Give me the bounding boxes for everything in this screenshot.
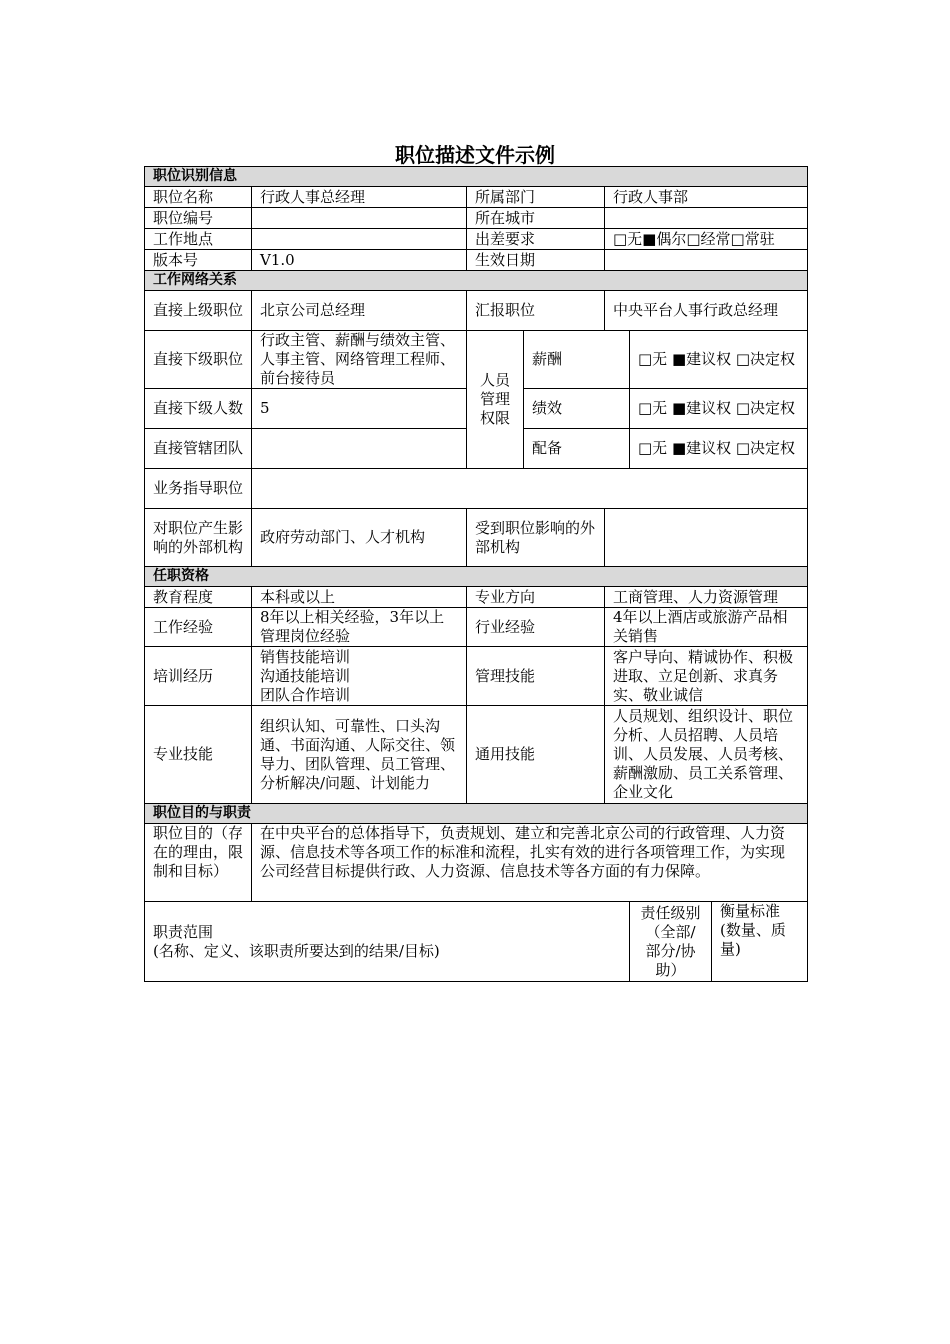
label-travel: 出差要求 [467, 229, 605, 250]
personnel-authority-text: 人员管理权限 [479, 371, 510, 427]
value-direct-superior: 北京公司总经理 [252, 291, 467, 331]
page-title: 职位描述文件示例 [395, 143, 555, 167]
label-major: 专业方向 [467, 587, 605, 608]
value-performance-authority: □无 ■建议权 □决定权 [630, 389, 808, 429]
value-effective-date [605, 250, 808, 271]
label-version: 版本号 [145, 250, 252, 271]
label-influencing-orgs: 对职位产生影响的外部机构 [145, 509, 252, 567]
value-travel: □无■偶尔□经常□常驻 [605, 229, 808, 250]
label-direct-subordinate: 直接下级职位 [145, 331, 252, 389]
label-report-position: 汇报职位 [467, 291, 605, 331]
value-position-code [252, 208, 467, 229]
value-direct-team [252, 429, 467, 469]
label-position-code: 职位编号 [145, 208, 252, 229]
label-industry-experience: 行业经验 [467, 608, 605, 647]
label-effective-date: 生效日期 [467, 250, 605, 271]
value-report-position: 中央平台人事行政总经理 [605, 291, 808, 331]
label-city: 所在城市 [467, 208, 605, 229]
section-header-qualification: 任职资格 [145, 567, 808, 587]
value-position-purpose: 在中央平台的总体指导下，负责规划、建立和完善北京公司的行政管理、人力资源、信息技术等各项工作的标准和流程，扎实有效的进行各项管理工作，为实现公司经营目标提供行政、人力资源、信息技术等各方面的有力保障。 [252, 824, 808, 902]
value-education: 本科或以上 [252, 587, 467, 608]
value-subordinate-count: 5 [252, 389, 467, 429]
label-direct-superior: 直接上级职位 [145, 291, 252, 331]
value-major: 工商管理、人力资源管理 [605, 587, 808, 608]
value-direct-subordinate: 行政主管、薪酬与绩效主管、人事主管、网络管理工程师、前台接待员 [252, 331, 467, 389]
measurement-standard-header: 衡量标准(数量、质量) [712, 902, 808, 982]
label-salary: 薪酬 [524, 331, 630, 389]
value-work-location [252, 229, 467, 250]
value-position-name: 行政人事总经理 [252, 187, 467, 208]
value-salary-authority: □无 ■建议权 □决定权 [630, 331, 808, 389]
value-staffing-authority: □无 ■建议权 □决定权 [630, 429, 808, 469]
training-item: 沟通技能培训 [260, 666, 351, 685]
section-header-id-info: 职位识别信息 [145, 167, 808, 187]
value-general-skills: 人员规划、组织设计、职位分析、人员招聘、人员培训、人员发展、人员考核、薪酬激励、员工关系管理、企业文化 [605, 706, 808, 804]
label-training: 培训经历 [145, 647, 252, 706]
value-affected-orgs [605, 509, 808, 567]
label-affected-orgs: 受到职位影响的外部机构 [467, 509, 605, 567]
label-education: 教育程度 [145, 587, 252, 608]
job-description-table [144, 166, 808, 982]
label-department: 所属部门 [467, 187, 605, 208]
training-item: 团队合作培训 [260, 685, 351, 704]
label-work-location: 工作地点 [145, 229, 252, 250]
value-version: V1.0 [252, 250, 467, 271]
value-influencing-orgs: 政府劳动部门、人才机构 [252, 509, 467, 567]
value-training [252, 647, 467, 706]
section-header-duties: 职位目的与职责 [145, 804, 808, 824]
value-work-experience: 8年以上相关经验，3年以上管理岗位经验 [252, 608, 467, 647]
label-performance: 绩效 [524, 389, 630, 429]
value-department: 行政人事部 [605, 187, 808, 208]
label-general-skills: 通用技能 [467, 706, 605, 804]
responsibility-level-header: 责任级别（全部/部分/协助） [630, 902, 712, 982]
value-industry-experience: 4年以上酒店或旅游产品相关销售 [605, 608, 808, 647]
training-item: 销售技能培训 [260, 647, 351, 666]
value-business-guidance [252, 469, 808, 509]
duties-scope-header [145, 902, 630, 982]
duties-scope-label: 职责范围 [153, 922, 214, 941]
label-business-guidance: 业务指导职位 [145, 469, 252, 509]
duties-scope-desc: (名称、定义、该职责所要达到的结果/目标) [153, 941, 440, 960]
section-header-network: 工作网络关系 [145, 271, 808, 291]
label-management-skills: 管理技能 [467, 647, 605, 706]
label-work-experience: 工作经验 [145, 608, 252, 647]
label-personnel-authority [467, 331, 524, 469]
label-subordinate-count: 直接下级人数 [145, 389, 252, 429]
label-direct-team: 直接管辖团队 [145, 429, 252, 469]
value-management-skills: 客户导向、精诚协作、积极进取、立足创新、求真务实、敬业诚信 [605, 647, 808, 706]
value-city [605, 208, 808, 229]
value-professional-skills: 组织认知、可靠性、口头沟通、书面沟通、人际交往、领导力、团队管理、员工管理、分析解决/问题、计划能力 [252, 706, 467, 804]
label-professional-skills: 专业技能 [145, 706, 252, 804]
label-position-name: 职位名称 [145, 187, 252, 208]
label-staffing: 配备 [524, 429, 630, 469]
label-position-purpose: 职位目的（存在的理由，限制和目标） [145, 824, 252, 902]
